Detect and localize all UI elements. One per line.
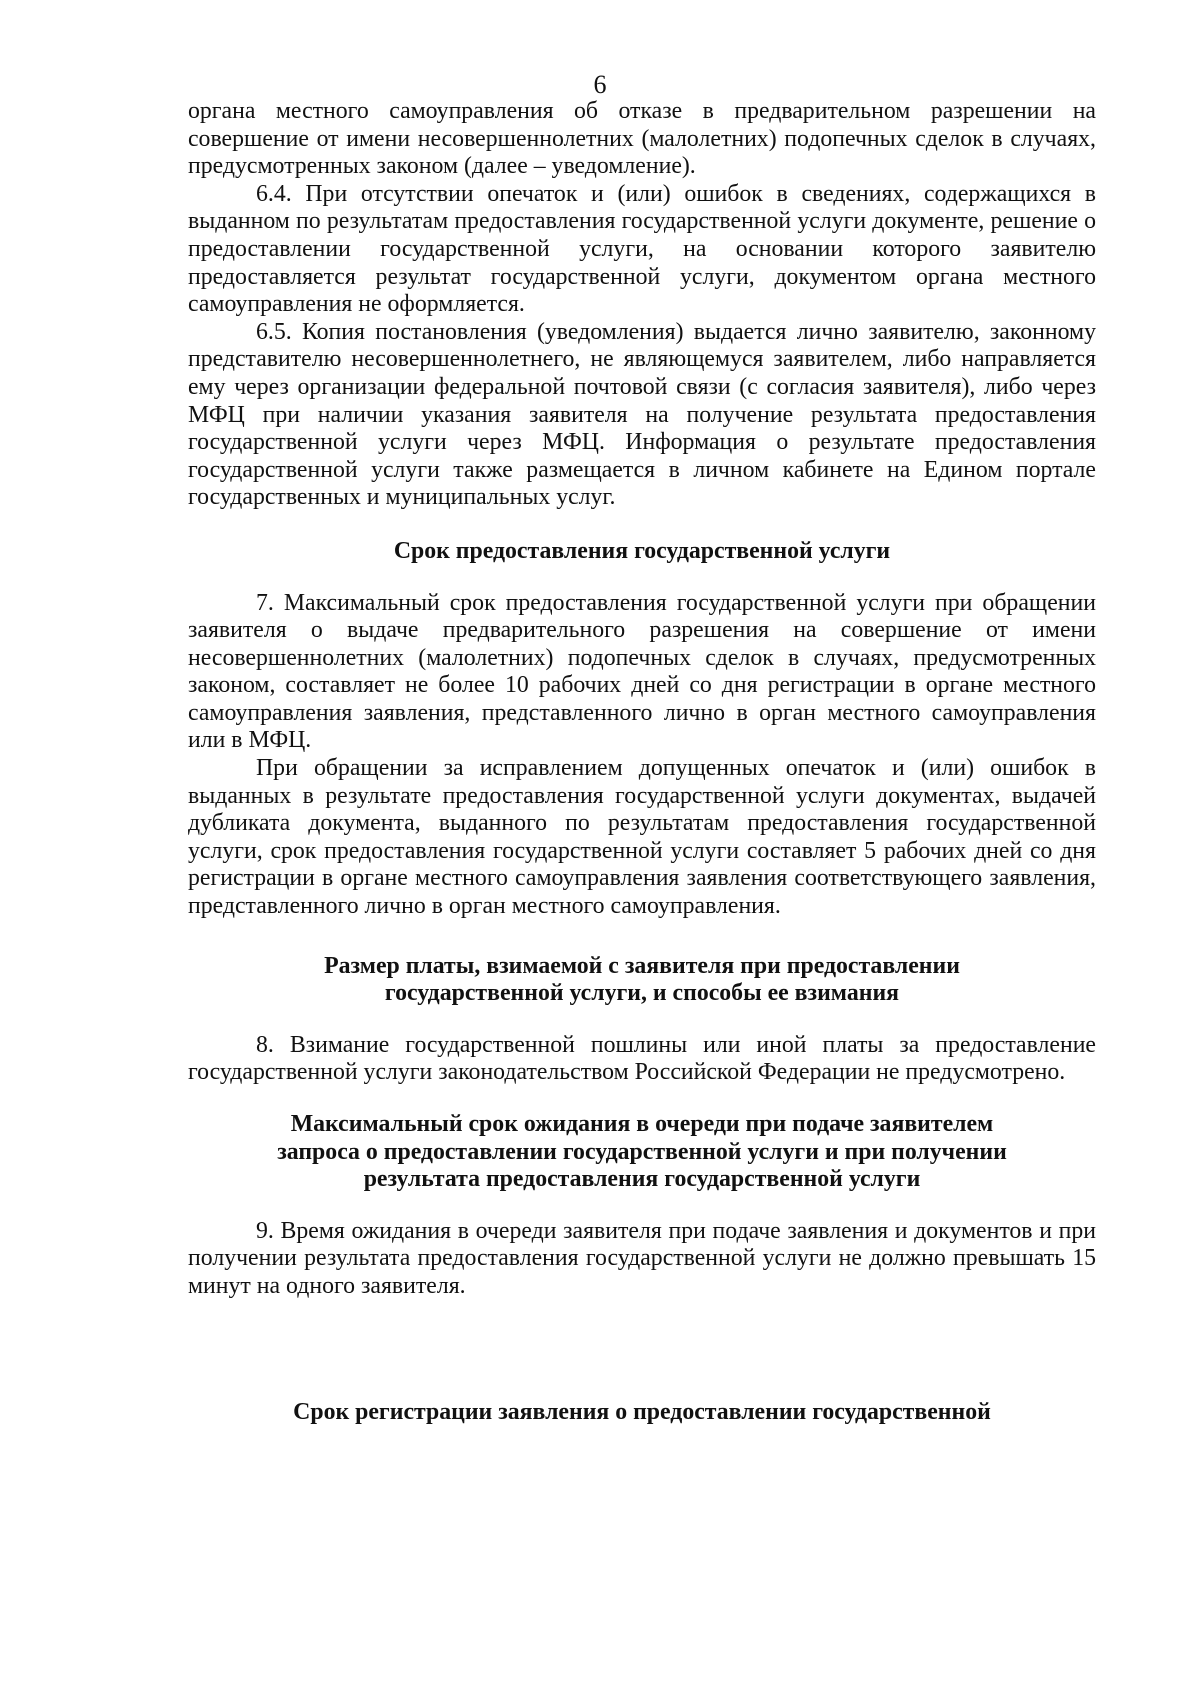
- heading-queue-line-2: запроса о предоставлении государственной услуги и при получении: [277, 1138, 1007, 1165]
- spacer: [188, 512, 1096, 538]
- heading-queue-line-1: Максимальный срок ожидания в очереди при подаче заявителем: [290, 1111, 994, 1137]
- spacer: [188, 1008, 1096, 1032]
- paragraph-7: 7. Максимальный срок предоставления государственной услуги при обращении заявителя о выдаче предварительного разрешения на совершение от имени несовершеннолетних (малолетних) подопечных сделок в случаях, предусмотренных законом, составляет не более 10 рабочих дней со дня регистрации в органе местного самоуправления заявления, представленного лично в орган местного самоуправления или в МФЦ.: [188, 589, 1096, 754]
- spacer: [188, 1194, 1096, 1218]
- spacer: [188, 566, 1096, 590]
- heading-queue: [188, 1111, 1096, 1194]
- heading-registration-term: Срок регистрации заявления о предоставлении государственной: [293, 1398, 991, 1425]
- heading-fee-line-1: Размер платы, взимаемой с заявителя при предоставлении: [324, 952, 960, 979]
- spacer: [188, 1087, 1096, 1111]
- paragraph-9: 9. Время ожидания в очереди заявителя при подаче заявления и документов и при получении результата предоставления государственной услуги не должно превышать 15 минут на одного заявителя.: [188, 1217, 1096, 1299]
- paragraph-6-5: 6.5. Копия постановления (уведомления) выдается лично заявителю, законному представителю несовершеннолетнего, не являющемуся заявителем, либо направляется ему через организации федеральной почтовой связи (с согласия заявителя), либо через МФЦ при наличии указания заявителя на получение результата предоставления государственной услуги через МФЦ. Информация о результате предоставления государственной услуги также размещается в личном кабинете на Едином портале государственных и муниципальных услуг.: [188, 318, 1096, 511]
- spacer: [188, 1301, 1096, 1399]
- heading-fee-line-2: государственной услуги, и способы ее взимания: [384, 980, 900, 1007]
- paragraph-8: 8. Взимание государственной пошлины или иной платы за предоставление государственной услуги законодательством Российской Федерации не предусмотрено.: [188, 1031, 1096, 1086]
- heading-queue-line-3: результата предоставления государственной услуги: [363, 1166, 921, 1193]
- page-number: 6: [593, 70, 607, 99]
- paragraph-6-4: 6.4. При отсутствии опечаток и (или) ошибок в сведениях, содержащихся в выданном по результатам предоставления государственной услуги документе, решение о предоставлении государственной услуги, на основании которого заявителю предоставляется результат государственной услуги, документом органа местного самоуправления не оформляется.: [188, 180, 1096, 318]
- spacer: [188, 921, 1096, 953]
- page-body: [188, 98, 1096, 1426]
- heading-fee: [188, 953, 1096, 1008]
- paragraph-7-correction: При обращении за исправлением допущенных опечаток и (или) ошибок в выданных в результате предоставления государственной услуги документах, выдачей дубликата документа, выданного по результатам предоставления государственной услуги, срок предоставления государственной услуги составляет 5 рабочих дней со дня регистрации в органе местного самоуправления заявления соответствующего заявления, представленного лично в орган местного самоуправления.: [188, 755, 1096, 920]
- heading-service-term: Срок предоставления государственной услуги: [393, 537, 891, 564]
- paragraph-continuation: органа местного самоуправления об отказе в предварительном разрешении на совершение от имени несовершеннолетних (малолетних) подопечных сделок в случаях, предусмотренных законом (далее – уведомление).: [188, 98, 1096, 180]
